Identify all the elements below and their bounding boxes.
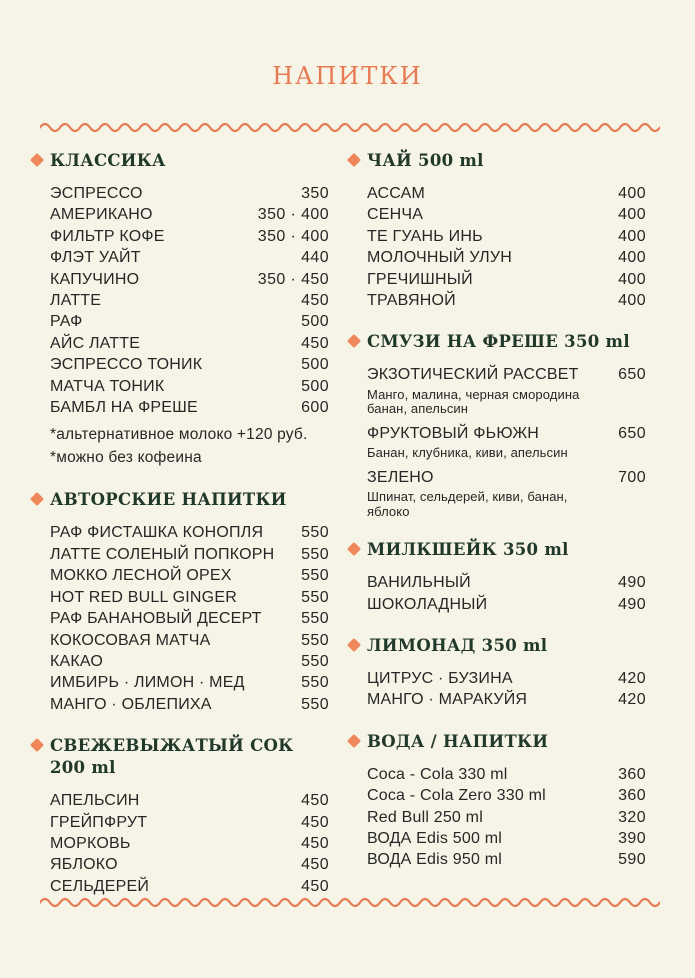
item-name: ЭКЗОТИЧЕСКИЙ РАССВЕТ (367, 366, 579, 384)
section-title: ВОДА / НАПИТКИ (367, 731, 549, 751)
item-description: Банан, клубника, киви, апельсин (367, 445, 568, 461)
section-title: ЧАЙ 500 ml (367, 151, 484, 170)
menu-item-row (367, 183, 646, 204)
menu-item-row (50, 354, 329, 375)
item-name: ГРЕЧИШНЫЙ (367, 270, 473, 288)
menu-column-left (31, 150, 329, 917)
item-price: 550 (301, 545, 329, 563)
item-price: 500 (301, 313, 329, 331)
wavy-divider-bottom-icon (40, 894, 660, 908)
section-title: ЛИМОНАД 350 ml (367, 635, 548, 655)
menu-item-row (50, 269, 329, 290)
item-price: 450 (301, 856, 329, 874)
menu-section (348, 331, 646, 519)
menu-item-row (50, 544, 329, 565)
menu-item-row (367, 668, 646, 689)
menu-item-row (367, 423, 646, 461)
menu-item-row (367, 785, 646, 806)
menu-item-row (50, 376, 329, 397)
section-title: АВТОРСКИЕ НАПИТКИ (50, 490, 287, 510)
menu-item-row (50, 565, 329, 586)
item-price: 450 (301, 813, 329, 831)
section-items (50, 790, 329, 897)
menu-item-row (367, 849, 646, 870)
section-items (367, 183, 646, 311)
item-name: МОЛОЧНЫЙ УЛУН (367, 249, 512, 267)
menu-item-row (50, 630, 329, 651)
item-name: АЙС ЛАТТЕ (50, 334, 141, 352)
item-name: КАКАО (50, 652, 104, 670)
menu-item-row (367, 204, 646, 225)
menu-item-row (50, 587, 329, 608)
menu-item-row (50, 226, 329, 247)
item-name: ТЕ ГУАНЬ ИНЬ (367, 227, 483, 245)
item-price: 450 (301, 834, 329, 852)
item-price: 400 (618, 227, 646, 245)
diamond-bullet-icon (30, 738, 44, 752)
item-price: 440 (301, 249, 329, 267)
item-price: 500 (301, 356, 329, 374)
item-price: 450 (301, 292, 329, 310)
menu-column-right (348, 150, 646, 917)
menu-item-row (50, 608, 329, 629)
menu-item-row (50, 672, 329, 693)
item-name: Red Bull 250 ml (367, 808, 483, 826)
item-price: 350 · 450 (257, 270, 329, 288)
item-name: ЛАТТЕ (50, 292, 102, 310)
item-description: Манго, малина, черная смородина банан, апельсин (367, 386, 580, 417)
item-price: 360 (618, 765, 646, 783)
menu-item-row (50, 812, 329, 833)
section-footnotes (50, 423, 329, 469)
item-price: 350 · 400 (257, 206, 329, 224)
diamond-bullet-icon (347, 153, 361, 167)
menu-item-row (367, 807, 646, 828)
item-price: 400 (618, 249, 646, 267)
menu-section (348, 150, 646, 311)
item-name: ЭСПРЕССО (50, 185, 143, 202)
menu-item-row (50, 183, 329, 204)
item-name: МАНГО · МАРАКУЙЯ (367, 691, 528, 709)
item-description: Шпинат, сельдерей, киви, банан, яблоко (367, 489, 568, 519)
item-name: ВОДА Edis 950 ml (367, 851, 502, 869)
menu-item-row (50, 397, 329, 418)
menu-section (31, 489, 329, 715)
menu-section (348, 731, 646, 871)
menu-item-row (50, 694, 329, 715)
item-name: МОККО ЛЕСНОЙ ОРЕХ (50, 567, 232, 585)
menu-item-row (367, 290, 646, 311)
section-items (50, 522, 329, 715)
item-price: 550 (301, 567, 329, 585)
item-name: ШОКОЛАДНЫЙ (367, 595, 488, 613)
item-name: АПЕЛЬСИН (50, 792, 140, 810)
item-name: СЕНЧА (367, 206, 424, 224)
item-name: ЦИТРУС · БУЗИНА (367, 669, 513, 687)
menu-item-row (367, 572, 646, 593)
menu-item-row (367, 689, 646, 710)
item-price: 400 (618, 206, 646, 224)
menu-item-row (50, 290, 329, 311)
item-name: КАПУЧИНО (50, 270, 140, 288)
item-name: ЭСПРЕССО ТОНИК (50, 356, 203, 374)
menu-item-row (50, 522, 329, 543)
menu-columns (31, 150, 646, 917)
menu-item-row (367, 247, 646, 268)
diamond-bullet-icon (30, 153, 44, 167)
section-title: КЛАССИКА (50, 151, 166, 170)
item-price: 400 (618, 292, 646, 310)
menu-item-row (367, 594, 646, 615)
menu-item-row (50, 833, 329, 854)
item-price: 490 (618, 574, 646, 592)
item-name: ТРАВЯНОЙ (367, 292, 456, 310)
item-price: 550 (301, 524, 329, 542)
item-name: ГРЕЙПФРУТ (50, 813, 148, 831)
menu-item-row (367, 364, 646, 416)
diamond-bullet-icon (347, 734, 361, 748)
item-price: 400 (618, 185, 646, 202)
item-price: 650 (618, 366, 646, 384)
menu-item-row (367, 269, 646, 290)
item-name: ВОДА Edis 500 ml (367, 830, 502, 847)
item-price: 650 (618, 424, 646, 442)
menu-item-row (50, 247, 329, 268)
wavy-divider-top-icon (40, 119, 660, 133)
item-name: МАНГО · ОБЛЕПИХА (50, 695, 212, 713)
item-name: РАФ ФИСТАШКА КОНОПЛЯ (50, 524, 264, 542)
menu-item-row (50, 854, 329, 875)
item-price: 500 (301, 377, 329, 395)
menu-item-row (367, 226, 646, 247)
item-price: 490 (618, 595, 646, 613)
item-name: Coca - Cola 330 ml (367, 765, 508, 783)
item-price: 420 (618, 669, 646, 687)
page-title: НАПИТКИ (272, 62, 423, 90)
item-name: ВАНИЛЬНЫЙ (367, 574, 471, 592)
diamond-bullet-icon (347, 334, 361, 348)
menu-item-row (50, 204, 329, 225)
menu-item-row (50, 311, 329, 332)
item-name: ЗЕЛЕНО (367, 468, 434, 486)
item-price: 450 (301, 792, 329, 810)
item-name: КОКОСОВАЯ МАТЧА (50, 631, 211, 649)
item-name: БАМБЛ НА ФРЕШЕ (50, 399, 198, 417)
section-items (367, 572, 646, 615)
item-price: 390 (618, 830, 646, 847)
item-name: РАФ БАНАНОВЫЙ ДЕСЕРТ (50, 610, 262, 628)
section-items (367, 364, 646, 519)
item-price: 450 (301, 334, 329, 352)
section-title: МИЛКШЕЙК 350 ml (367, 540, 569, 560)
footnote: *можно без кофеина (50, 449, 202, 467)
section-title: СВЕЖЕВЫЖАТЫЙ СОК 200 ml (50, 736, 294, 778)
item-name: ЛАТТЕ СОЛЕНЫЙ ПОПКОРН (50, 545, 275, 563)
item-price: 350 (301, 185, 329, 202)
item-price: 360 (618, 787, 646, 805)
item-name: ФРУКТОВЫЙ ФЬЮЖН (367, 424, 540, 442)
item-price: 550 (301, 652, 329, 670)
item-name: МОРКОВЬ (50, 834, 131, 852)
item-price: 550 (301, 674, 329, 692)
menu-section (348, 539, 646, 615)
menu-section (31, 735, 329, 897)
item-price: 550 (301, 610, 329, 628)
item-name: МАТЧА ТОНИК (50, 377, 165, 395)
diamond-bullet-icon (347, 542, 361, 556)
item-name: HOT RED BULL GINGER (50, 588, 237, 606)
item-name: ФЛЭТ УАЙТ (50, 249, 141, 267)
item-name: ЯБЛОКО (50, 856, 118, 874)
item-price: 550 (301, 631, 329, 649)
diamond-bullet-icon (30, 492, 44, 506)
item-name: АМЕРИКАНО (50, 206, 153, 224)
menu-section (31, 150, 329, 469)
section-items (367, 764, 646, 871)
item-price: 600 (301, 399, 329, 417)
item-name: ИМБИРЬ · ЛИМОН · МЕД (50, 674, 245, 692)
menu-item-row (367, 828, 646, 849)
item-price: 590 (618, 851, 646, 869)
item-price: 450 (301, 877, 329, 895)
menu-item-row (50, 790, 329, 811)
item-price: 420 (618, 691, 646, 709)
menu-item-row (50, 651, 329, 672)
item-name: ФИЛЬТР КОФЕ (50, 227, 165, 245)
diamond-bullet-icon (347, 638, 361, 652)
item-price: 400 (618, 270, 646, 288)
item-price: 550 (301, 695, 329, 713)
menu-item-row (50, 333, 329, 354)
item-name: СЕЛЬДЕРЕЙ (50, 877, 150, 895)
section-items (50, 183, 329, 418)
item-name: РАФ (50, 313, 83, 331)
menu-section (348, 635, 646, 711)
item-price: 350 · 400 (257, 227, 329, 245)
footnote: *альтернативное молоко +120 руб. (50, 426, 308, 444)
section-title: СМУЗИ НА ФРЕШЕ 350 ml (367, 332, 630, 352)
item-price: 700 (618, 468, 646, 486)
item-price: 550 (301, 588, 329, 606)
item-price: 320 (618, 808, 646, 826)
item-name: Coca - Cola Zero 330 ml (367, 787, 546, 805)
menu-item-row (367, 764, 646, 785)
item-name: АССАМ (367, 185, 426, 202)
menu-item-row (367, 467, 646, 519)
section-items (367, 668, 646, 711)
